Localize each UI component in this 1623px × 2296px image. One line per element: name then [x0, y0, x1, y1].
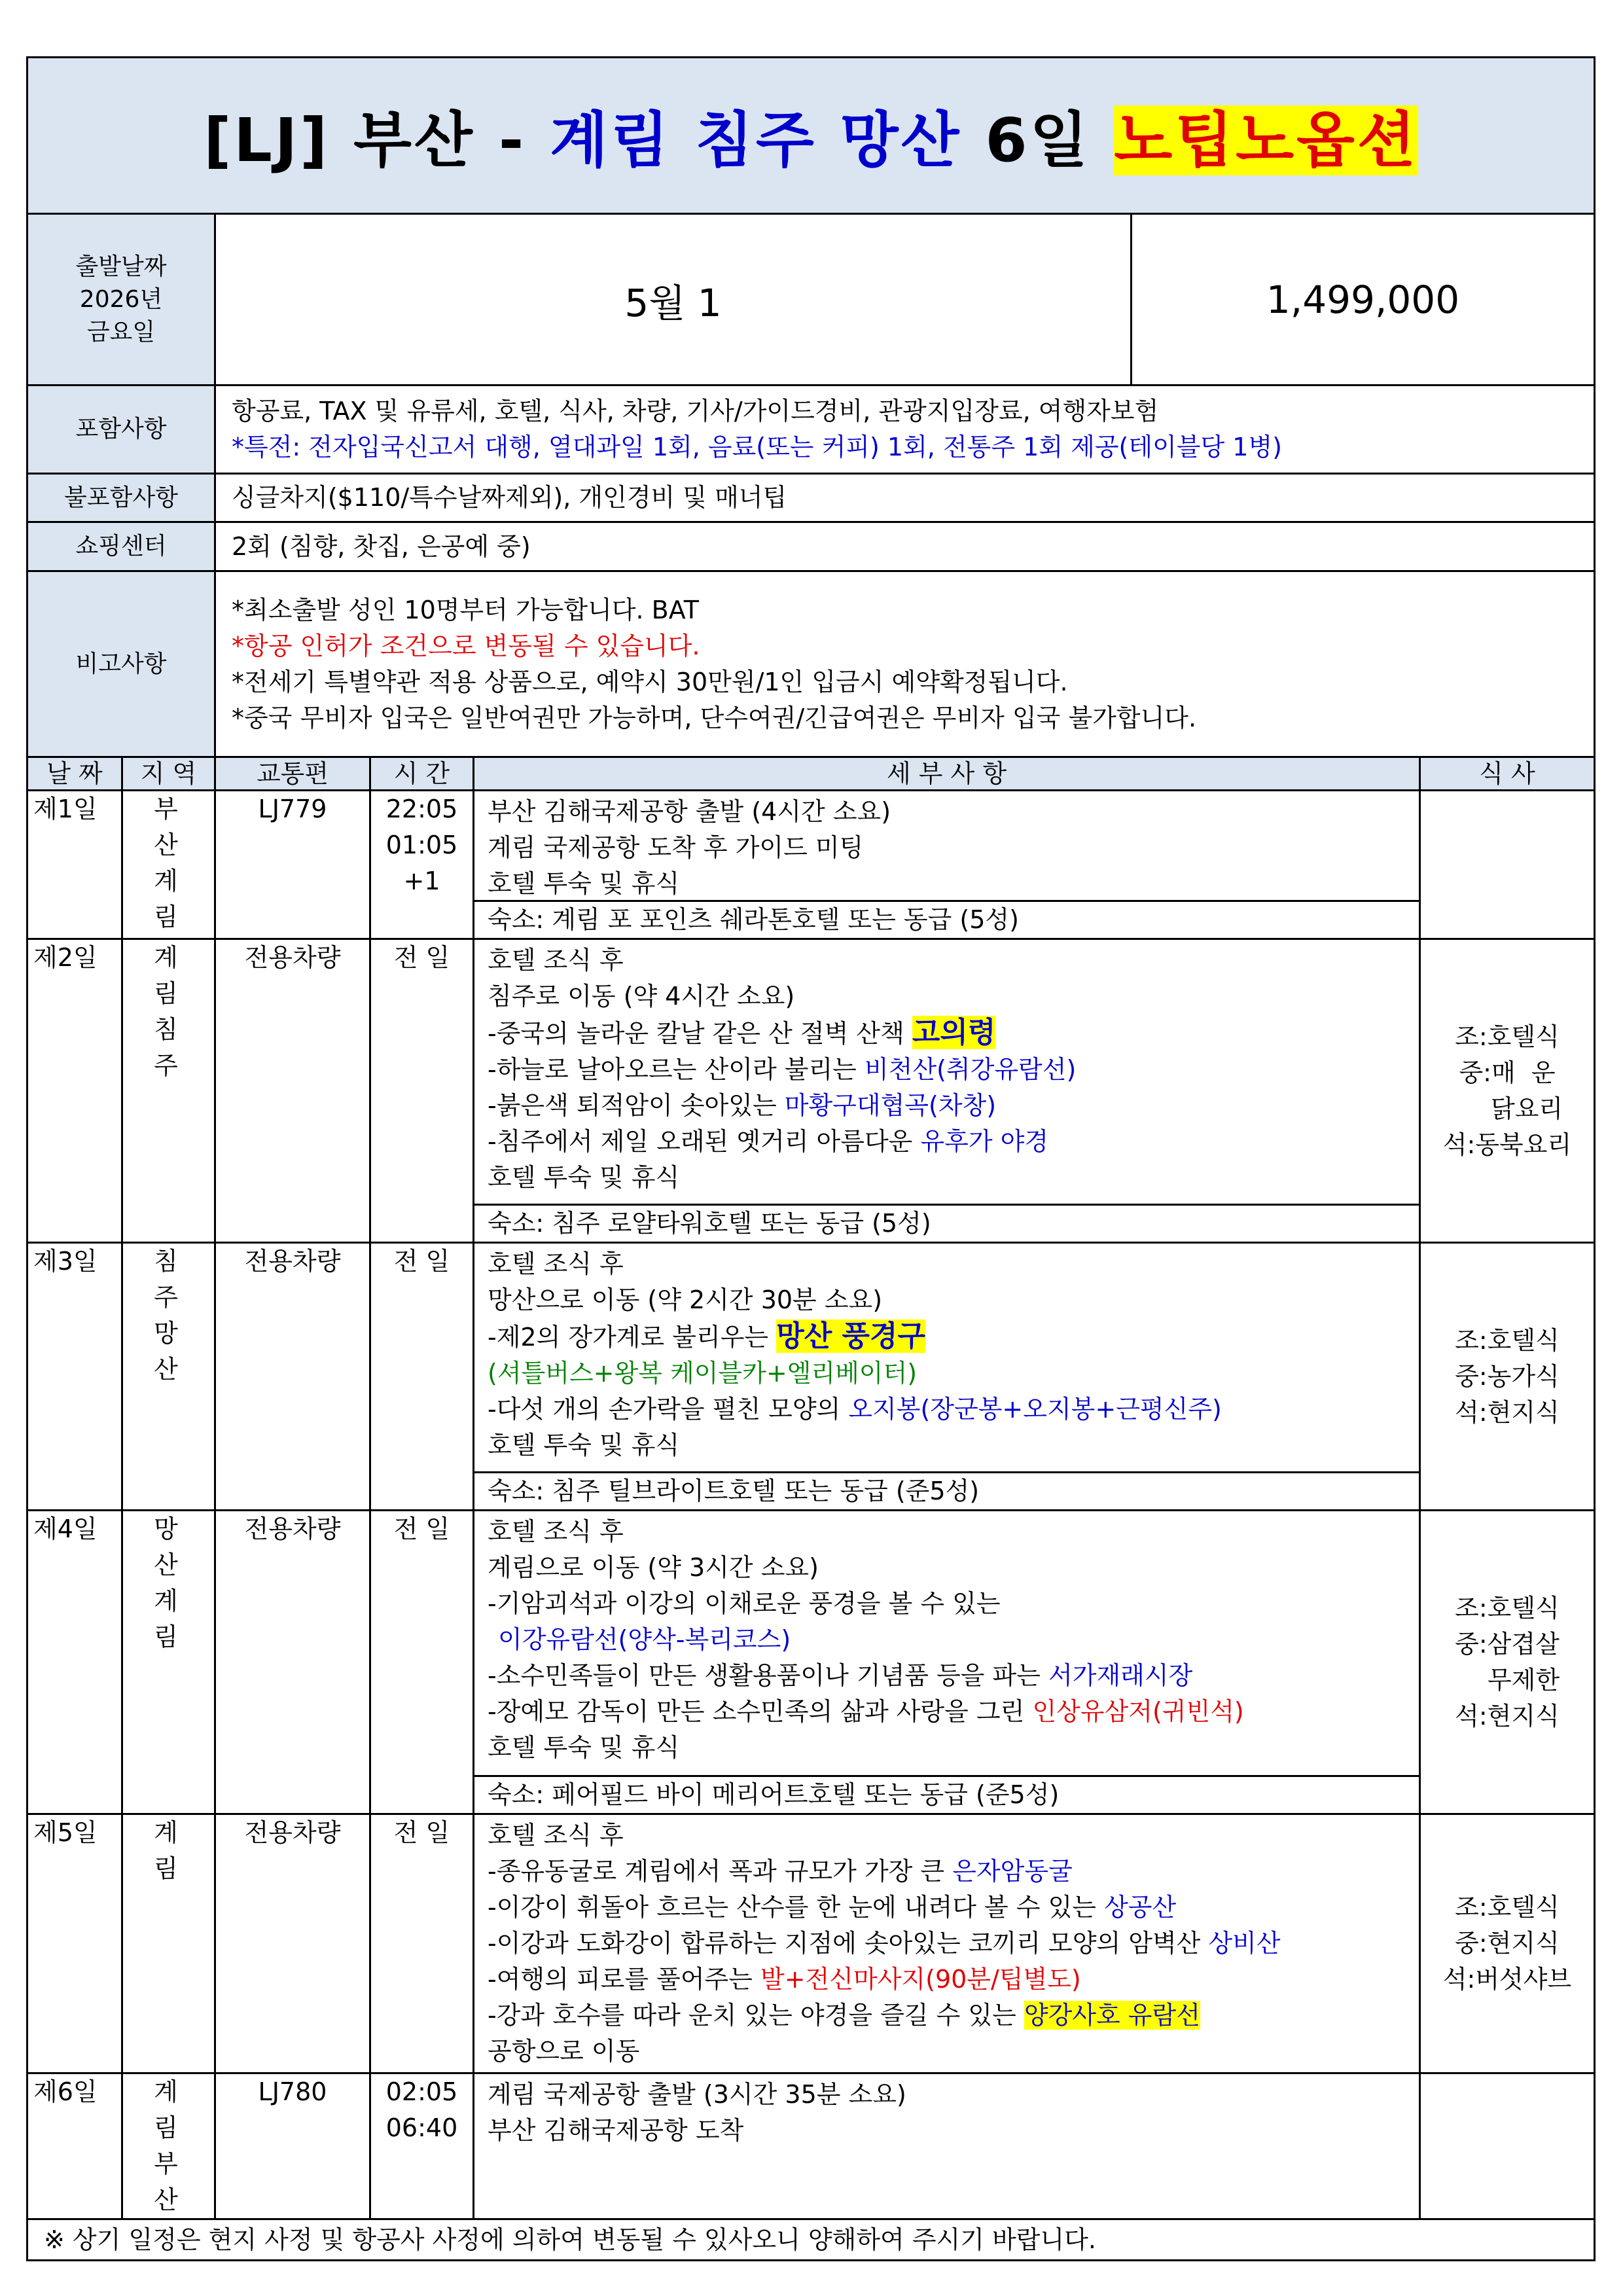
meal-line: 조:호텔식: [1455, 1325, 1560, 1355]
detail-line: -이강이 휘돌아 흐르는 산수를 한 눈에 내려다 볼 수 있는 상공산: [488, 1893, 1177, 1922]
day-time: 전 일: [370, 1511, 474, 1814]
region-line: 계림: [154, 1587, 196, 1651]
day-time: 전 일: [370, 939, 474, 1243]
title-route: 계림 침주 망산: [550, 105, 962, 175]
day-region: [122, 791, 215, 939]
meal-line: 중:현지식: [1455, 1929, 1560, 1958]
header-date: 날 짜: [27, 757, 122, 791]
time-line: 02:05: [385, 2077, 458, 2106]
meal-line: 중:매 운: [1459, 1058, 1556, 1087]
detail-line: -다섯 개의 손가락을 펼친 모양의 오지봉(장군봉+오지봉+근평신주): [488, 1395, 1222, 1424]
meal-line: 석:동북요리: [1442, 1130, 1572, 1159]
detail-line: -강과 호수를 따라 운치 있는 야경을 즐길 수 있는 양강사호 유람선: [488, 2001, 1200, 2030]
time-line: 22:05: [385, 795, 458, 823]
detail-line: 공항으로 이동: [488, 2037, 640, 2066]
region-line: 계림: [154, 867, 196, 931]
attraction: 오지봉(장군봉+오지봉+근평신주): [848, 1395, 1222, 1424]
remark-line: *항공 인허가 조건으로 변동될 수 있습니다.: [232, 631, 700, 660]
header-meals: 식 사: [1420, 757, 1595, 791]
lodging-line: 숙소: 계림 포 포인츠 쉐라톤호텔 또는 동급 (5성): [474, 900, 1419, 938]
day-time: [370, 791, 474, 939]
detail-line: -종유동굴로 계림에서 폭과 규모가 가장 큰 은자암동굴: [488, 1857, 1073, 1886]
day-details: [474, 791, 1420, 939]
meal-line: 조:호텔식: [1455, 1893, 1560, 1922]
day-label: 제1일: [27, 791, 122, 939]
day-meals: [1420, 939, 1595, 1243]
attraction: 상비산: [1208, 1929, 1281, 1958]
meal-line: 중:삼겹살: [1455, 1629, 1560, 1659]
title-prefix: [LJ] 부산 -: [204, 105, 550, 175]
detail-line: -소수민족들이 만든 생활용품이나 기념품 등을 파는 서가재래시장: [488, 1661, 1193, 1690]
day-label: 제5일: [27, 1814, 122, 2073]
remark-line: *최소출발 성인 10명부터 가능합니다. BAT: [232, 595, 699, 624]
day-meals: [1420, 2073, 1595, 2219]
included-line: 항공료, TAX 및 유류세, 호텔, 식사, 차량, 기사/가이드경비, 관광지입장료, 여행자보험: [232, 397, 1159, 425]
attraction: 발+전신마사지(90분/팁별도): [760, 1965, 1081, 1994]
remark-line: *전세기 특별약관 적용 상품으로, 예약시 30만원/1인 입금시 예약확정됩니다.: [232, 667, 1068, 696]
detail-line: 호텔 투숙 및 휴식: [488, 1163, 680, 1192]
day-transport: LJ779: [215, 791, 370, 939]
footer-note: ※ 상기 일정은 현지 사정 및 항공사 사정에 의하여 변동될 수 있사오니 양해하여 주시기 바랍니다.: [26, 2220, 1596, 2261]
detail-line: 호텔 투숙 및 휴식: [488, 869, 680, 898]
departure-label-line: 2026년: [79, 285, 163, 313]
detail-line: -붉은색 퇴적암이 솟아있는 마황구대협곡(차창): [488, 1091, 997, 1120]
excluded-content: 싱글차지($110/특수날짜제외), 개인경비 및 매너팁: [215, 474, 1595, 522]
meal-line: 석:현지식: [1455, 1397, 1560, 1427]
day-transport: LJ780: [215, 2073, 370, 2219]
detail-line: 호텔 투숙 및 휴식: [488, 1733, 680, 1762]
departure-label: [27, 214, 215, 386]
day-details: [474, 1814, 1420, 2073]
departure-date: 5월 1: [215, 214, 1132, 386]
detail-line: 부산 김해국제공항 출발 (4시간 소요): [488, 797, 891, 826]
header-time: 시 간: [370, 757, 474, 791]
day-details: [474, 1243, 1420, 1511]
attraction: 인상유삼저(귀빈석): [1032, 1697, 1244, 1726]
attraction: 서가재래시장: [1048, 1661, 1193, 1690]
attraction: 비천산(취강유람선): [864, 1055, 1077, 1084]
schedule-header-row: [27, 757, 1595, 791]
region-line: 계림: [154, 943, 196, 1008]
time-line: 01:05: [385, 831, 458, 859]
meal-line: 조:호텔식: [1455, 1593, 1560, 1623]
day-region: [122, 2073, 215, 2219]
remarks-label: 비고사항: [27, 571, 215, 757]
schedule-row-day3: [27, 1243, 1595, 1511]
highlight-attraction: 고의령: [912, 1016, 996, 1049]
day-time: [370, 2073, 474, 2219]
day-label: 제2일: [27, 939, 122, 1243]
highlight-attraction: 망산 풍경구: [776, 1319, 926, 1353]
day-meals: [1420, 1511, 1595, 1814]
shopping-content: 2회 (침향, 찻집, 은공예 중): [215, 522, 1595, 571]
time-line: +1: [403, 867, 440, 895]
day-meals: [1420, 1814, 1595, 2073]
header-transport: 교통편: [215, 757, 370, 791]
detail-line: 계림 국제공항 도착 후 가이드 미팅: [488, 833, 864, 862]
highlight-attraction: 양강사호 유람선: [1024, 2001, 1200, 2030]
detail-line: -침주에서 제일 오래된 옛거리 아름다운 유후가 야경: [488, 1127, 1049, 1156]
lodging-line: 숙소: 침주 로얄타워호텔 또는 동급 (5성): [474, 1204, 1419, 1242]
attraction: 이강유람선(양삭-복리코스): [498, 1625, 791, 1654]
region-line: 침주: [154, 1015, 196, 1080]
region-line: 망산: [154, 1515, 196, 1579]
detail-line: 호텔 조식 후: [488, 1249, 624, 1278]
day-label: 제3일: [27, 1243, 122, 1511]
region-line: 부산: [154, 2149, 196, 2214]
day-details: [474, 2073, 1420, 2219]
day-meals: [1420, 1243, 1595, 1511]
conditions-table: [26, 384, 1596, 758]
day-time: 전 일: [370, 1243, 474, 1511]
meal-line: 조:호텔식: [1455, 1022, 1560, 1051]
departure-label-line: 출발날짜: [75, 253, 167, 280]
schedule-row-day5: [27, 1814, 1595, 2073]
detail-line: 호텔 투숙 및 휴식: [488, 1431, 680, 1460]
day-time: 전 일: [370, 1814, 474, 2073]
detail-line: 침주로 이동 (약 4시간 소요): [488, 982, 795, 1011]
lodging-line: 숙소: 페어필드 바이 메리어트호텔 또는 동급 (준5성): [474, 1775, 1419, 1813]
meal-line: 석:버섯샤브: [1442, 1965, 1572, 1994]
detail-line: -중국의 놀라운 칼날 같은 산 절벽 산책 고의령: [488, 1016, 996, 1049]
day-meals: [1420, 791, 1595, 939]
detail-line: -기암괴석과 이강의 이채로운 풍경을 볼 수 있는: [488, 1589, 1001, 1618]
day-details: [474, 1511, 1420, 1814]
excluded-label: 불포함사항: [27, 474, 215, 522]
day-transport: 전용차량: [215, 939, 370, 1243]
day-transport: 전용차량: [215, 1814, 370, 2073]
header-details: 세 부 사 항: [474, 757, 1420, 791]
day-transport: 전용차량: [215, 1511, 370, 1814]
day-region: [122, 1814, 215, 2073]
detail-line: 호텔 조식 후: [488, 1517, 624, 1546]
region-line: 계림: [154, 2077, 196, 2142]
itinerary-document: [26, 56, 1596, 2261]
detail-line: -여행의 피로를 풀어주는 발+전신마사지(90분/팁별도): [488, 1965, 1081, 1994]
remarks-content: [215, 571, 1595, 757]
meal-line: 석:현지식: [1455, 1701, 1560, 1731]
detail-line: 망산으로 이동 (약 2시간 30분 소요): [488, 1285, 883, 1314]
meal-line: 닭요리: [1490, 1094, 1563, 1123]
meal-line: 무제한: [1487, 1665, 1560, 1695]
schedule-table: [26, 756, 1596, 2220]
detail-line: -장예모 감독이 만든 소수민족의 삶과 사랑을 그린 인상유삼저(귀빈석): [488, 1697, 1244, 1726]
schedule-row-day6: [27, 2073, 1595, 2219]
included-label: 포함사항: [27, 386, 215, 474]
detail-line: -하늘로 날아오르는 산이라 불리는 비천산(취강유람선): [488, 1055, 1077, 1084]
day-region: [122, 939, 215, 1243]
attraction: 유후가 야경: [920, 1127, 1049, 1156]
day-details: [474, 939, 1420, 1243]
day-label: 제6일: [27, 2073, 122, 2219]
lodging-line: 숙소: 침주 틸브라이트호텔 또는 동급 (준5성): [474, 1471, 1419, 1509]
attraction: 은자암동굴: [952, 1857, 1073, 1886]
detail-line: 계림 국제공항 출발 (3시간 35분 소요): [488, 2080, 906, 2109]
region-line: 망산: [154, 1319, 196, 1384]
day-transport: 전용차량: [215, 1243, 370, 1511]
detail-line: 호텔 조식 후: [488, 1821, 624, 1850]
tour-price: 1,499,000: [1132, 214, 1595, 386]
header-region: 지 역: [122, 757, 215, 791]
day-region: [122, 1243, 215, 1511]
included-content: [215, 386, 1595, 474]
detail-line: 호텔 조식 후: [488, 946, 624, 975]
time-line: 06:40: [385, 2113, 458, 2142]
schedule-row-day2: [27, 939, 1595, 1243]
region-line: 계림: [154, 1818, 196, 1883]
attraction: 마황구대협곡(차창): [784, 1091, 997, 1120]
shopping-label: 쇼핑센터: [27, 522, 215, 571]
region-line: 침주: [154, 1247, 196, 1312]
title-badge: 노팁노옵션: [1114, 105, 1418, 175]
schedule-row-day4: [27, 1511, 1595, 1814]
detail-line: -이강과 도화강이 합류하는 지점에 솟아있는 코끼리 모양의 암벽산 상비산: [488, 1929, 1281, 1958]
day-label: 제4일: [27, 1511, 122, 1814]
departure-label-line: 금요일: [86, 318, 156, 346]
title-table: [26, 56, 1596, 215]
info-table: [26, 213, 1596, 386]
attraction: 상공산: [1104, 1893, 1177, 1922]
detail-line: 부산 김해국제공항 도착: [488, 2116, 744, 2145]
schedule-row-day1: [27, 791, 1595, 939]
detail-line: (셔틀버스+왕복 케이블카+엘리베이터): [488, 1359, 918, 1388]
detail-line: 계림으로 이동 (약 3시간 소요): [488, 1553, 819, 1582]
page-title: [27, 58, 1595, 214]
region-line: 부산: [154, 795, 196, 859]
remark-line: *중국 무비자 입국은 일반여권만 가능하며, 단수여권/긴급여권은 무비자 입국 불가합니다.: [232, 703, 1197, 732]
meal-line: 중:농가식: [1455, 1361, 1560, 1391]
title-days: 6일: [961, 105, 1115, 175]
detail-line: -제2의 장가계로 불리우는 망산 풍경구: [488, 1319, 926, 1353]
included-benefit-line: *특전: 전자입국신고서 대행, 열대과일 1회, 음료(또는 커피) 1회, 전통주 1회 제공(테이블당 1병): [232, 433, 1282, 461]
day-region: [122, 1511, 215, 1814]
